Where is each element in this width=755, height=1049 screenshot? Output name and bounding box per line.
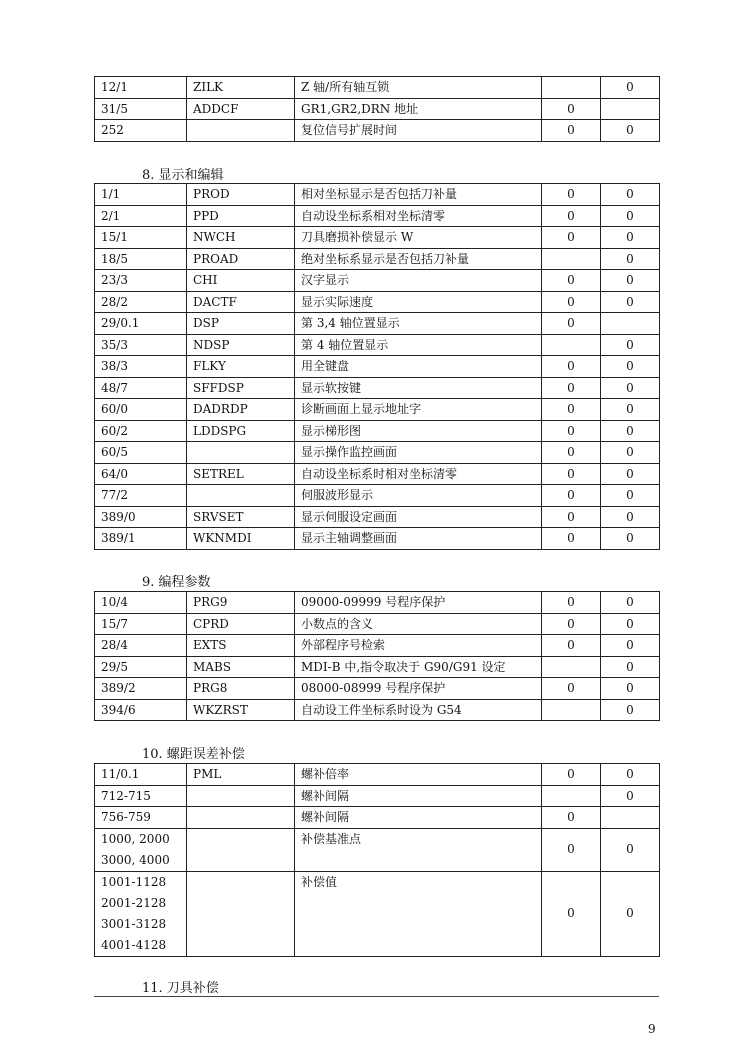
param-symbol-cell: PPD [187,205,295,227]
table-row [95,377,660,399]
setting-column-a-cell: 0 [542,420,601,442]
setting-column-a-cell: 0 [542,399,601,421]
param-number-cell: 35/3 [95,334,187,356]
param-description-cell: 显示软按键 [295,377,542,399]
param-description-cell: 补偿值 [295,871,542,956]
setting-column-a-cell [542,656,601,678]
param-number-cell: 389/0 [95,506,187,528]
param-number-cell: 77/2 [95,485,187,507]
table-row [95,442,660,464]
setting-column-a-cell: 0 [542,635,601,657]
setting-column-a-cell: 0 [542,356,601,378]
setting-column-a-cell: 0 [542,98,601,120]
param-number-cell [95,828,187,871]
setting-column-b-cell [601,98,660,120]
setting-column-a-cell: 0 [542,828,601,871]
param-description-cell: 诊断画面上显示地址字 [295,399,542,421]
setting-column-b-cell: 0 [601,592,660,614]
section-heading-9: 9. 编程参数 [142,575,211,590]
param-symbol-cell: LDDSPG [187,420,295,442]
table-row [95,592,660,614]
table-row [95,291,660,313]
param-number-line: 2001-2128 [101,895,167,910]
setting-column-a-cell: 0 [542,592,601,614]
param-description-cell: 汉字显示 [295,270,542,292]
param-number-cell: 1/1 [95,184,187,206]
table-row [95,506,660,528]
setting-column-b-cell: 0 [601,377,660,399]
param-number-cell: 394/6 [95,699,187,721]
setting-column-b-cell: 0 [601,205,660,227]
param-symbol-cell: PRG8 [187,678,295,700]
table-row [95,205,660,227]
param-table-display-edit [94,183,660,550]
table-row [95,120,660,142]
table-row [95,613,660,635]
section-heading-8: 8. 显示和编辑 [142,168,224,183]
param-description-cell: 08000-08999 号程序保护 [295,678,542,700]
setting-column-a-cell: 0 [542,463,601,485]
param-symbol-cell: PML [187,764,295,786]
setting-column-a-cell: 0 [542,442,601,464]
section-heading-11: 11. 刀具补偿 [142,981,219,996]
param-symbol-cell: FLKY [187,356,295,378]
setting-column-a-cell: 0 [542,205,601,227]
table-row [95,764,660,786]
param-symbol-cell [187,120,295,142]
param-description-cell: MDI-B 中,指令取决于 G90/G91 设定 [295,656,542,678]
param-description-cell: 显示主轴调整画面 [295,528,542,550]
param-description-cell: 补偿基准点 [295,828,542,871]
param-number-cell: 15/1 [95,227,187,249]
param-symbol-cell [187,828,295,871]
param-number-cell: 64/0 [95,463,187,485]
param-symbol-cell: MABS [187,656,295,678]
setting-column-b-cell [601,807,660,829]
param-number-cell: 60/5 [95,442,187,464]
param-table-pitch-error [94,763,660,957]
setting-column-b-cell: 0 [601,506,660,528]
page-number: 9 [648,1022,656,1036]
param-table-interlock [94,76,660,142]
param-number-line: 3001-3128 [101,916,167,931]
table-row [95,656,660,678]
setting-column-a-cell: 0 [542,184,601,206]
param-number-cell: 712-715 [95,785,187,807]
param-description-cell: 螺补倍率 [295,764,542,786]
setting-column-b-cell: 0 [601,248,660,270]
table-row [95,334,660,356]
setting-column-b-cell: 0 [601,764,660,786]
setting-column-a-cell: 0 [542,270,601,292]
param-description-cell: 自动设工件坐标系时设为 G54 [295,699,542,721]
param-number-cell: 15/7 [95,613,187,635]
param-symbol-cell [187,442,295,464]
table-row [95,98,660,120]
param-number-cell: 28/4 [95,635,187,657]
setting-column-b-cell: 0 [601,356,660,378]
setting-column-b-cell: 0 [601,77,660,99]
setting-column-a-cell: 0 [542,506,601,528]
table-row [95,77,660,99]
param-description-cell: 用全键盘 [295,356,542,378]
param-description-cell: 绝对坐标系显示是否包括刀补量 [295,248,542,270]
param-number-cell [95,871,187,956]
param-number-line: 1000, 2000 [101,831,170,846]
param-number-cell: 252 [95,120,187,142]
table-row [95,828,660,871]
param-symbol-cell: PROD [187,184,295,206]
param-symbol-cell: WKNMDI [187,528,295,550]
param-description-cell: 显示操作监控画面 [295,442,542,464]
setting-column-a-cell: 0 [542,871,601,956]
table-row [95,528,660,550]
param-symbol-cell: DACTF [187,291,295,313]
param-number-cell: 12/1 [95,77,187,99]
setting-column-a-cell [542,77,601,99]
param-description-cell: Z 轴/所有轴互锁 [295,77,542,99]
param-symbol-cell: SFFDSP [187,377,295,399]
setting-column-a-cell: 0 [542,377,601,399]
setting-column-a-cell [542,699,601,721]
setting-column-b-cell: 0 [601,828,660,871]
param-number-cell: 28/2 [95,291,187,313]
param-description-cell: 伺服波形显示 [295,485,542,507]
setting-column-a-cell: 0 [542,313,601,335]
param-symbol-cell: PROAD [187,248,295,270]
setting-column-b-cell: 0 [601,334,660,356]
setting-column-a-cell: 0 [542,678,601,700]
setting-column-a-cell: 0 [542,764,601,786]
param-number-cell: 389/2 [95,678,187,700]
setting-column-b-cell: 0 [601,485,660,507]
setting-column-b-cell: 0 [601,871,660,956]
param-description-cell: 刀具磨损补偿显示 W [295,227,542,249]
footer-rule [94,996,659,997]
setting-column-b-cell: 0 [601,291,660,313]
setting-column-a-cell: 0 [542,485,601,507]
param-description-cell: 螺补间隔 [295,807,542,829]
table-row [95,399,660,421]
setting-column-a-cell: 0 [542,807,601,829]
param-number-cell: 38/3 [95,356,187,378]
param-symbol-cell: WKZRST [187,699,295,721]
table-row [95,356,660,378]
table-row [95,248,660,270]
table-row [95,463,660,485]
table-row [95,678,660,700]
param-description-cell: 螺补间隔 [295,785,542,807]
setting-column-b-cell: 0 [601,635,660,657]
param-number-cell: 11/0.1 [95,764,187,786]
table-row [95,485,660,507]
setting-column-b-cell: 0 [601,270,660,292]
param-number-cell: 389/1 [95,528,187,550]
param-symbol-cell: NDSP [187,334,295,356]
setting-column-b-cell: 0 [601,613,660,635]
param-description-cell: 自动设坐标系相对坐标清零 [295,205,542,227]
setting-column-b-cell: 0 [601,227,660,249]
setting-column-b-cell: 0 [601,528,660,550]
param-number-cell: 756-759 [95,807,187,829]
param-number-cell: 60/2 [95,420,187,442]
param-symbol-cell: ADDCF [187,98,295,120]
param-symbol-cell: DADRDP [187,399,295,421]
param-description-cell: 自动设坐标系时相对坐标清零 [295,463,542,485]
setting-column-a-cell: 0 [542,227,601,249]
param-description-cell: 第 3,4 轴位置显示 [295,313,542,335]
param-number-line: 1001-1128 [101,874,167,889]
param-symbol-cell: ZILK [187,77,295,99]
setting-column-b-cell: 0 [601,678,660,700]
setting-column-b-cell [601,313,660,335]
setting-column-a-cell: 0 [542,528,601,550]
setting-column-a-cell: 0 [542,120,601,142]
param-number-cell: 18/5 [95,248,187,270]
param-number-cell: 10/4 [95,592,187,614]
param-symbol-cell [187,785,295,807]
setting-column-b-cell: 0 [601,120,660,142]
param-number-cell: 23/3 [95,270,187,292]
section-heading-10: 10. 螺距误差补偿 [142,747,245,762]
param-symbol-cell [187,807,295,829]
setting-column-b-cell: 0 [601,420,660,442]
param-description-cell: 显示实际速度 [295,291,542,313]
setting-column-b-cell: 0 [601,442,660,464]
param-symbol-cell: SRVSET [187,506,295,528]
param-description-cell: 复位信号扩展时间 [295,120,542,142]
param-number-cell: 29/0.1 [95,313,187,335]
setting-column-b-cell: 0 [601,399,660,421]
param-description-cell: 相对坐标显示是否包括刀补量 [295,184,542,206]
setting-column-b-cell: 0 [601,699,660,721]
param-number-cell: 2/1 [95,205,187,227]
setting-column-b-cell: 0 [601,656,660,678]
setting-column-b-cell: 0 [601,785,660,807]
param-number-cell: 31/5 [95,98,187,120]
param-symbol-cell: PRG9 [187,592,295,614]
setting-column-a-cell: 0 [542,613,601,635]
setting-column-b-cell: 0 [601,184,660,206]
table-row [95,270,660,292]
setting-column-a-cell [542,334,601,356]
param-symbol-cell: NWCH [187,227,295,249]
param-description-cell: 09000-09999 号程序保护 [295,592,542,614]
param-description-cell: 显示梯形图 [295,420,542,442]
param-number-cell: 60/0 [95,399,187,421]
table-row [95,871,660,956]
table-row [95,313,660,335]
param-description-cell: 显示伺服设定画面 [295,506,542,528]
setting-column-a-cell: 0 [542,291,601,313]
param-description-cell: GR1,GR2,DRN 地址 [295,98,542,120]
param-symbol-cell [187,871,295,956]
table-row [95,420,660,442]
table-row [95,785,660,807]
table-row [95,184,660,206]
param-symbol-cell: DSP [187,313,295,335]
param-number-cell: 48/7 [95,377,187,399]
table-row [95,227,660,249]
table-row [95,635,660,657]
table-row [95,699,660,721]
param-description-cell: 外部程序号检索 [295,635,542,657]
param-symbol-cell: EXTS [187,635,295,657]
param-number-line: 4001-4128 [101,937,167,952]
setting-column-b-cell: 0 [601,463,660,485]
param-symbol-cell [187,485,295,507]
param-symbol-cell: CPRD [187,613,295,635]
param-symbol-cell: CHI [187,270,295,292]
param-description-cell: 小数点的含义 [295,613,542,635]
setting-column-a-cell [542,248,601,270]
param-number-cell: 29/5 [95,656,187,678]
setting-column-a-cell [542,785,601,807]
param-number-line: 3000, 4000 [101,852,170,867]
param-symbol-cell: SETREL [187,463,295,485]
table-row [95,807,660,829]
param-table-programming [94,591,660,721]
param-description-cell: 第 4 轴位置显示 [295,334,542,356]
